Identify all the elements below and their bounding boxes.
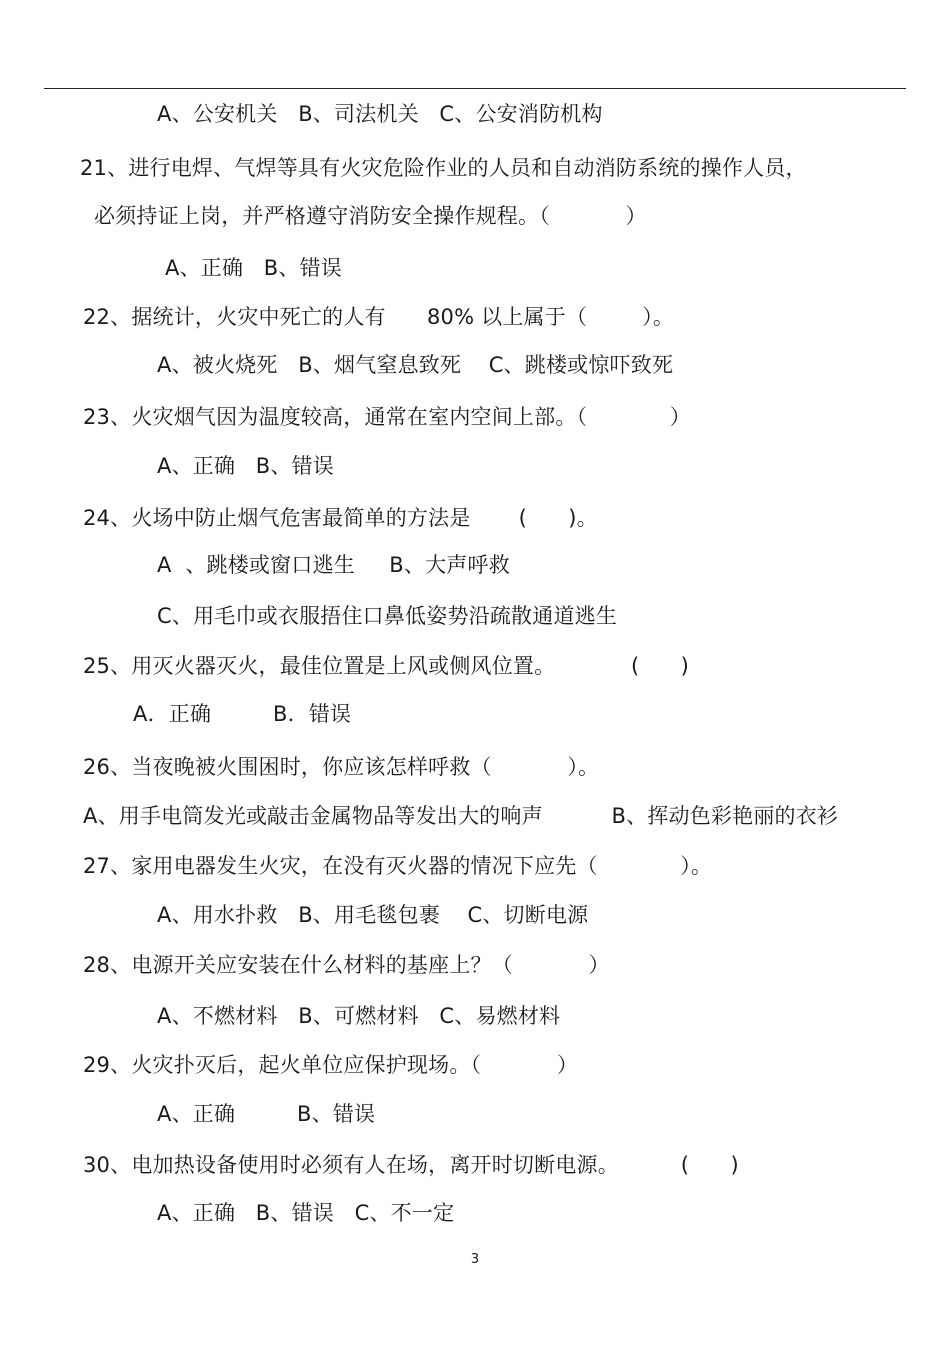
q25-question: 25、用灭火器灭火，最佳位置是上风或侧风位置。 ( ) <box>83 654 689 678</box>
q26-question: 26、当夜晚被火围困时，你应该怎样呼救（ ）。 <box>83 755 600 779</box>
q24-option-c: C、用毛巾或衣服捂住口鼻低姿势沿疏散通道逃生 <box>157 604 618 628</box>
q29-question: 29、火灾扑灭后，起火单位应保护现场。（ ） <box>83 1053 579 1077</box>
q24-options-ab: A 、跳楼或窗口逃生 B、大声呼救 <box>157 553 510 577</box>
page-number: 3 <box>470 1252 480 1267</box>
q30-options: A、正确 B、错误 C、不一定 <box>157 1201 455 1225</box>
q23-options: A、正确 B、错误 <box>157 454 334 478</box>
q27-question: 27、家用电器发生火灾，在没有灭火器的情况下应先（ ）。 <box>83 854 713 878</box>
q27-options: A、用水扑救 B、用毛毯包裹 C、切断电源 <box>157 903 589 927</box>
q21-question: 21、进行电焊、气焊等具有火灾危险作业的人员和自动消防系统的操作人员， <box>80 156 807 180</box>
q24-question: 24、火场中防止烟气危害最简单的方法是 ( )。 <box>83 506 598 530</box>
q29-options: A、正确 B、错误 <box>157 1102 376 1126</box>
q25-options: A．正确 B．错误 <box>133 702 352 726</box>
q26-options: A、用手电筒发光或敲击金属物品等发出大的响声 B、挥动色彩艳丽的衣衫 <box>83 804 839 828</box>
q22-options: A、被火烧死 B、烟气窒息致死 C、跳楼或惊吓致死 <box>157 353 674 377</box>
q20-options: A、公安机关 B、司法机关 C、公安消防机构 <box>157 102 603 126</box>
q28-options: A、不燃材料 B、可燃材料 C、易燃材料 <box>157 1004 561 1028</box>
q21-question-continued: 必须持证上岗，并严格遵守消防安全操作规程。（ ） <box>94 204 647 228</box>
q21-options: A、正确 B、错误 <box>165 256 342 280</box>
q28-question: 28、电源开关应安装在什么材料的基座上？（ ） <box>83 953 610 977</box>
header-rule <box>44 88 906 89</box>
q23-question: 23、火灾烟气因为温度较高，通常在室内空间上部。（ ） <box>83 405 691 429</box>
q30-question: 30、电加热设备使用时必须有人在场，离开时切断电源。 ( ) <box>83 1153 739 1177</box>
q22-question: 22、据统计，火灾中死亡的人有 80% 以上属于（ ）。 <box>83 305 675 329</box>
